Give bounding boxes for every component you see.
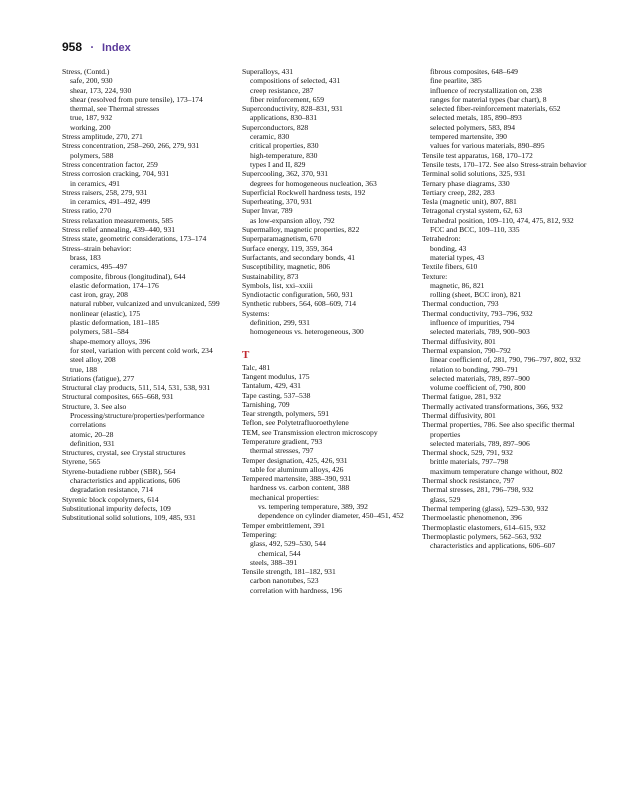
index-entry: steel alloy, 208 <box>70 355 116 365</box>
page-number: 958 <box>62 40 83 54</box>
index-entry: degrees for homogeneous nucleation, 363 <box>250 178 377 188</box>
index-entry: relation to bonding, 790–791 <box>430 364 519 374</box>
index-entry: Styrenic block copolymers, 614 <box>62 494 159 504</box>
index-entry: Superconductors, 828 <box>242 122 309 132</box>
index-entry: Striations (fatigue), 277 <box>62 373 135 383</box>
index-entry: FCC and BCC, 109–110, 335 <box>430 225 520 235</box>
index-entry: in ceramics, 491–492, 499 <box>70 197 151 207</box>
index-entry: Thermoplastic polymers, 562–563, 932 <box>422 531 542 541</box>
page-title: Index <box>102 42 131 54</box>
index-entry: volume coefficient of, 790, 800 <box>430 383 526 393</box>
index-entry: Supercooling, 362, 370, 931 <box>242 169 329 179</box>
index-entry: selected polymers, 583, 894 <box>430 122 515 132</box>
index-entry: rolling (sheet, BCC iron), 821 <box>430 290 522 300</box>
index-entry: Thermal conductivity, 793–796, 932 <box>422 308 533 318</box>
index-entry: definition, 931 <box>70 438 115 448</box>
index-entry: Systems: <box>242 308 270 318</box>
index-entry: fine pearlite, 385 <box>430 76 482 86</box>
index-entry: Tesla (magnetic unit), 807, 881 <box>422 197 517 207</box>
index-entry: polymers, 588 <box>70 150 114 160</box>
index-entry: high-temperature, 830 <box>250 150 318 160</box>
index-entry: Tape casting, 537–538 <box>242 390 311 400</box>
index-entry: material types, 43 <box>430 252 485 262</box>
index-entry: Stress state, geometric considerations, 173–174 <box>62 234 207 244</box>
index-entry: shear, 173, 224, 930 <box>70 85 132 95</box>
index-entry: hardness vs. carbon content, 388 <box>250 483 350 493</box>
index-entry: Tetrahedron: <box>422 234 461 244</box>
index-entry: Synthetic rubbers, 564, 608–609, 714 <box>242 299 357 309</box>
index-entry: Tempering: <box>242 529 277 539</box>
index-entry: Structural clay products, 511, 514, 531, 538, 931 <box>62 383 211 393</box>
index-entry: Substitutional solid solutions, 109, 485, 931 <box>62 513 196 523</box>
index-entry: thermal, see Thermal stresses <box>70 104 160 114</box>
index-entry: Teflon, see Polytetrafluoroethylene <box>242 418 349 428</box>
section-letter: T <box>242 348 250 361</box>
index-entry: correlation with hardness, 196 <box>250 585 342 595</box>
index-entry: glass, 529 <box>430 494 461 504</box>
index-entry: elastic deformation, 174–176 <box>70 280 159 290</box>
index-entry: Stress, (Contd.) <box>62 67 110 76</box>
index-entry: Thermal expansion, 790–792 <box>422 345 511 355</box>
index-entry: Thermal diffusivity, 801 <box>422 410 496 420</box>
index-entry: Stress raisers, 258, 279, 931 <box>62 187 148 197</box>
header-separator: · <box>90 40 95 54</box>
index-entry: degradation resistance, 714 <box>70 485 153 495</box>
index-entry: Thermal properties, 786. See also specific thermal properties <box>422 420 575 439</box>
index-entry: maximum temperature change without, 802 <box>430 466 563 476</box>
index-entry: Stress corrosion cracking, 704, 931 <box>62 169 170 179</box>
index-entry: carbon nanotubes, 523 <box>250 576 319 586</box>
index-entry: Stress concentration, 258–260, 266, 279, 931 <box>62 141 200 151</box>
index-entry: Talc, 481 <box>242 362 271 372</box>
index-entry: Thermoplastic elastomers, 614–615, 932 <box>422 522 546 532</box>
index-entry: Thermal tempering (glass), 529–530, 932 <box>422 503 549 513</box>
index-entry: Texture: <box>422 271 448 281</box>
index-entry: Thermal shock, 529, 791, 932 <box>422 448 513 458</box>
index-column-2 <box>242 67 412 595</box>
index-entry: Stress amplitude, 270, 271 <box>62 132 143 142</box>
index-entry: TEM, see Transmission electron microscopy <box>242 427 378 437</box>
index-entry: applications, 830–831 <box>250 113 318 123</box>
index-entry: Thermal shock resistance, 797 <box>422 476 515 486</box>
index-entry: Superficial Rockwell hardness tests, 192 <box>242 187 366 197</box>
index-entry: Stress–strain behavior: <box>62 243 132 253</box>
index-entry: Thermoelastic phenomenon, 396 <box>422 513 522 523</box>
index-entry: Surface energy, 119, 359, 364 <box>242 243 333 253</box>
index-entry: vs. tempering temperature, 389, 392 <box>258 502 368 512</box>
index-entry: values for various materials, 890–895 <box>430 141 545 151</box>
index-entry: brass, 183 <box>70 252 101 262</box>
index-entry: Susceptibility, magnetic, 806 <box>242 262 331 272</box>
index-entry: Structure, 3. See also Processing/structure/properties/performance correlations <box>62 401 205 430</box>
index-entry: Textile fibers, 610 <box>422 262 478 272</box>
index-entry: Tear strength, polymers, 591 <box>242 409 329 419</box>
index-entry: Tetragonal crystal system, 62, 63 <box>422 206 523 216</box>
index-entry: fiber reinforcement, 659 <box>250 94 325 104</box>
index-entry: Thermal conduction, 793 <box>422 299 499 309</box>
index-entry: Thermal stresses, 281, 796–798, 932 <box>422 485 534 495</box>
index-entry: Ternary phase diagrams, 330 <box>422 178 510 188</box>
index-entry: Temper embrittlement, 391 <box>242 520 325 530</box>
index-entry: true, 188 <box>70 364 97 374</box>
index-entry: dependence on cylinder diameter, 450–451, 452 <box>258 511 404 521</box>
index-entry: compositions of selected, 431 <box>250 76 341 86</box>
index-entry: Symbols, list, xxi–xxiii <box>242 280 313 290</box>
index-entry: shape-memory alloys, 396 <box>70 336 151 346</box>
index-entry: Temper designation, 425, 426, 931 <box>242 455 348 465</box>
index-entry: Superparamagnetism, 670 <box>242 234 322 244</box>
page-header <box>62 38 131 56</box>
index-entry: influence of impurities, 794 <box>430 318 515 328</box>
index-entry: in ceramics, 491 <box>70 178 120 188</box>
index-entry: Stress ratio, 270 <box>62 206 112 216</box>
index-entry: creep resistance, 287 <box>250 85 314 95</box>
index-column-1 <box>62 67 232 523</box>
index-entry: Temperature gradient, 793 <box>242 436 323 446</box>
index-entry: selected materials, 789, 897–906 <box>430 438 530 448</box>
index-entry: steels, 388–391 <box>250 557 298 567</box>
index-entry: characteristics and applications, 606–607 <box>430 541 556 551</box>
index-entry: Substitutional impurity defects, 109 <box>62 503 171 513</box>
index-entry: as low-expansion alloy, 792 <box>250 215 335 225</box>
index-entry: working, 200 <box>70 122 111 132</box>
index-entry: Tempered martensite, 388–390, 931 <box>242 474 352 484</box>
index-entry: selected metals, 185, 890–893 <box>430 113 522 123</box>
index-entry: table for aluminum alloys, 426 <box>250 464 344 474</box>
index-entry: Tertiary creep, 282, 283 <box>422 187 495 197</box>
index-entry: composite, fibrous (longitudinal), 644 <box>70 271 186 281</box>
index-entry: Super Invar, 789 <box>242 206 293 216</box>
index-entry: Stress relaxation measurements, 585 <box>62 215 173 225</box>
index-entry: thermal stresses, 797 <box>250 446 314 456</box>
index-entry: Tensile tests, 170–172. See also Stress-strain behavior <box>422 159 587 169</box>
index-entry: Stress relief annealing, 439–440, 931 <box>62 225 176 235</box>
index-entry: Surfactants, and secondary bonds, 41 <box>242 252 356 262</box>
index-entry: types I and II, 829 <box>250 159 306 169</box>
index-entry: for steel, variation with percent cold work, 234 <box>70 345 213 355</box>
index-entry: ceramic, 830 <box>250 132 290 142</box>
index-entry: selected materials, 789, 897–900 <box>430 373 530 383</box>
index-entry: Styrene-butadiene rubber (SBR), 564 <box>62 466 176 476</box>
index-entry: homogeneous vs. heterogeneous, 300 <box>250 327 364 337</box>
index-entry: Thermal diffusivity, 801 <box>422 336 496 346</box>
index-entry: magnetic, 86, 821 <box>430 280 485 290</box>
index-entry: Structural composites, 665–668, 931 <box>62 392 174 402</box>
index-entry: ceramics, 495–497 <box>70 262 128 272</box>
index-entry: selected materials, 789, 900–903 <box>430 327 530 337</box>
index-entry: Syndiotactic configuration, 560, 931 <box>242 290 354 300</box>
index-entry: Tarnishing, 709 <box>242 399 290 409</box>
index-entry: natural rubber, vulcanized and unvulcanized, 599 <box>70 299 220 309</box>
index-entry: characteristics and applications, 606 <box>70 476 181 486</box>
index-entry: Superheating, 370, 931 <box>242 197 313 207</box>
index-entry: cast iron, gray, 208 <box>70 290 128 300</box>
index-entry: safe, 200, 930 <box>70 76 113 86</box>
index-entry: brittle materials, 797–798 <box>430 457 509 467</box>
index-entry: Terminal solid solutions, 325, 931 <box>422 169 526 179</box>
index-entry: chemical, 544 <box>258 548 301 558</box>
index-entry: shear (resolved from pure tensile), 173–174 <box>70 94 203 104</box>
index-entry: ranges for material types (bar chart), 8 <box>430 94 547 104</box>
index-entry: plastic deformation, 181–185 <box>70 318 160 328</box>
index-column-3 <box>422 67 592 550</box>
index-entry: Tangent modulus, 175 <box>242 371 310 381</box>
index-entry: Thermal fatigue, 281, 932 <box>422 392 502 402</box>
index-entry: Supermalloy, magnetic properties, 822 <box>242 225 360 235</box>
index-entry: atomic, 20–28 <box>70 429 114 439</box>
index-entry: Superalloys, 431 <box>242 67 294 76</box>
index-entry: Structures, crystal, see Crystal structures <box>62 448 186 458</box>
index-entry: Thermally activated transformations, 366, 932 <box>422 401 563 411</box>
index-entry: linear coefficient of, 281, 790, 796–797, 802, 932 <box>430 355 581 365</box>
index-entry: Tensile test apparatus, 168, 170–172 <box>422 150 533 160</box>
index-entry: Tetrahedral position, 109–110, 474, 475, 812, 932 <box>422 215 574 225</box>
index-entry: Styrene, 565 <box>62 457 101 467</box>
index-entry: Tantalum, 429, 431 <box>242 381 301 391</box>
index-entry: bonding, 43 <box>430 243 467 253</box>
index-entry: Tensile strength, 181–182, 931 <box>242 567 336 577</box>
index-entry: critical properties, 830 <box>250 141 319 151</box>
index-entry: true, 187, 932 <box>70 113 113 123</box>
index-entry: fibrous composites, 648–649 <box>430 67 518 76</box>
index-entry: nonlinear (elastic), 175 <box>70 308 141 318</box>
index-entry: influence of recrystallization on, 238 <box>430 85 542 95</box>
index-entry: Stress concentration factor, 259 <box>62 159 158 169</box>
index-entry: definition, 299, 931 <box>250 318 310 328</box>
index-entry: glass, 492, 529–530, 544 <box>250 539 326 549</box>
index-entry: tempered martensite, 390 <box>430 132 507 142</box>
index-entry: Superconductivity, 828–831, 931 <box>242 104 343 114</box>
index-entry: polymers, 581–584 <box>70 327 129 337</box>
index-entry: mechanical properties: <box>250 492 319 502</box>
index-entry: Sustainability, 873 <box>242 271 299 281</box>
index-entry: selected fiber-reinforcement materials, 652 <box>430 104 561 114</box>
